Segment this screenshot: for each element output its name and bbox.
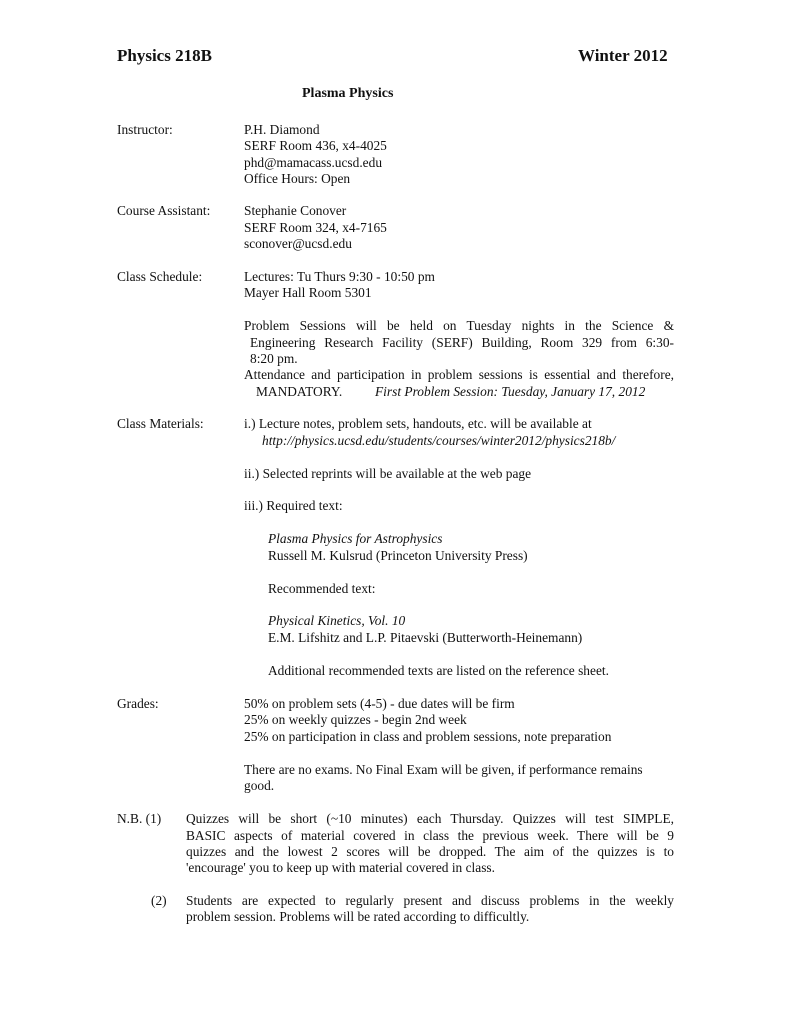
course-url: http://physics.ucsd.edu/students/courses/winter2012/physics218b/ — [262, 433, 616, 448]
grades-label: Grades: — [117, 696, 159, 711]
materials-item1: i.) Lecture notes, problem sets, handouts, etc. will be available at — [244, 416, 592, 431]
materials-label: Class Materials: — [117, 416, 204, 431]
no-exams-line2: good. — [244, 778, 275, 793]
note1-line2: BASIC aspects of material covered in class the previous week. There will be 9 — [186, 828, 674, 843]
note1-line4: 'encourage' you to keep up with material covered in class. — [186, 860, 495, 875]
problem-sessions-line3: 8:20 pm. — [250, 351, 298, 366]
mandatory-text: MANDATORY. — [256, 384, 343, 399]
nb-label: N.B. (1) — [117, 811, 162, 826]
note1-line3: quizzes and the lowest 2 scores will be dropped. The aim of the quizzes is to — [186, 844, 674, 859]
materials-item2: ii.) Selected reprints will be available at the web page — [244, 466, 532, 481]
grades-problem-sets: 50% on problem sets (4-5) - due dates will be firm — [244, 696, 515, 711]
recommended-text-author: E.M. Lifshitz and L.P. Pitaevski (Butterworth-Heinemann) — [268, 630, 583, 645]
assistant-email: sconover@ucsd.edu — [244, 236, 352, 251]
problem-sessions-line2: Engineering Research Facility (SERF) Building, Room 329 from 6:30- — [250, 335, 674, 350]
instructor-room: SERF Room 436, x4-4025 — [244, 138, 387, 153]
instructor-label: Instructor: — [117, 122, 173, 137]
problem-sessions-line1: Problem Sessions will be held on Tuesday nights in the Science & — [244, 318, 674, 333]
required-text-title: Plasma Physics for Astrophysics — [268, 531, 443, 546]
assistant-room: SERF Room 324, x4-7165 — [244, 220, 387, 235]
grades-quizzes: 25% on weekly quizzes - begin 2nd week — [244, 712, 467, 727]
required-text-author: Russell M. Kulsrud (Princeton University Press) — [268, 548, 528, 563]
lectures-time: Lectures: Tu Thurs 9:30 - 10:50 pm — [244, 269, 435, 284]
note1-line1: Quizzes will be short (~10 minutes) each Thursday. Quizzes will test SIMPLE, — [186, 811, 674, 826]
additional-texts-note: Additional recommended texts are listed on the reference sheet. — [268, 663, 609, 678]
instructor-name: P.H. Diamond — [244, 122, 320, 137]
note2-label: (2) — [151, 893, 167, 908]
term: Winter 2012 — [578, 46, 668, 65]
note2-line2: problem session. Problems will be rated according to difficultly. — [186, 909, 530, 924]
lectures-location: Mayer Hall Room 5301 — [244, 285, 372, 300]
page-title: Plasma Physics — [302, 86, 394, 101]
instructor-hours: Office Hours: Open — [244, 171, 351, 186]
first-problem-session: First Problem Session: Tuesday, January 17, 2012 — [375, 384, 646, 399]
recommended-text-label: Recommended text: — [268, 581, 376, 596]
schedule-label: Class Schedule: — [117, 269, 203, 284]
assistant-name: Stephanie Conover — [244, 203, 347, 218]
recommended-text-title: Physical Kinetics, Vol. 10 — [268, 613, 406, 628]
assistant-label: Course Assistant: — [117, 203, 211, 218]
note2-line1: Students are expected to regularly present and discuss problems in the weekly — [186, 893, 674, 908]
course-number: Physics 218B — [117, 46, 212, 65]
materials-item3: iii.) Required text: — [244, 498, 343, 513]
instructor-email: phd@mamacass.ucsd.edu — [244, 155, 383, 170]
attendance-line1: Attendance and participation in problem sessions is essential and therefore, — [244, 367, 674, 382]
grades-participation: 25% on participation in class and problem sessions, note preparation — [244, 729, 612, 744]
no-exams-line1: There are no exams. No Final Exam will be given, if performance remains — [244, 762, 643, 777]
